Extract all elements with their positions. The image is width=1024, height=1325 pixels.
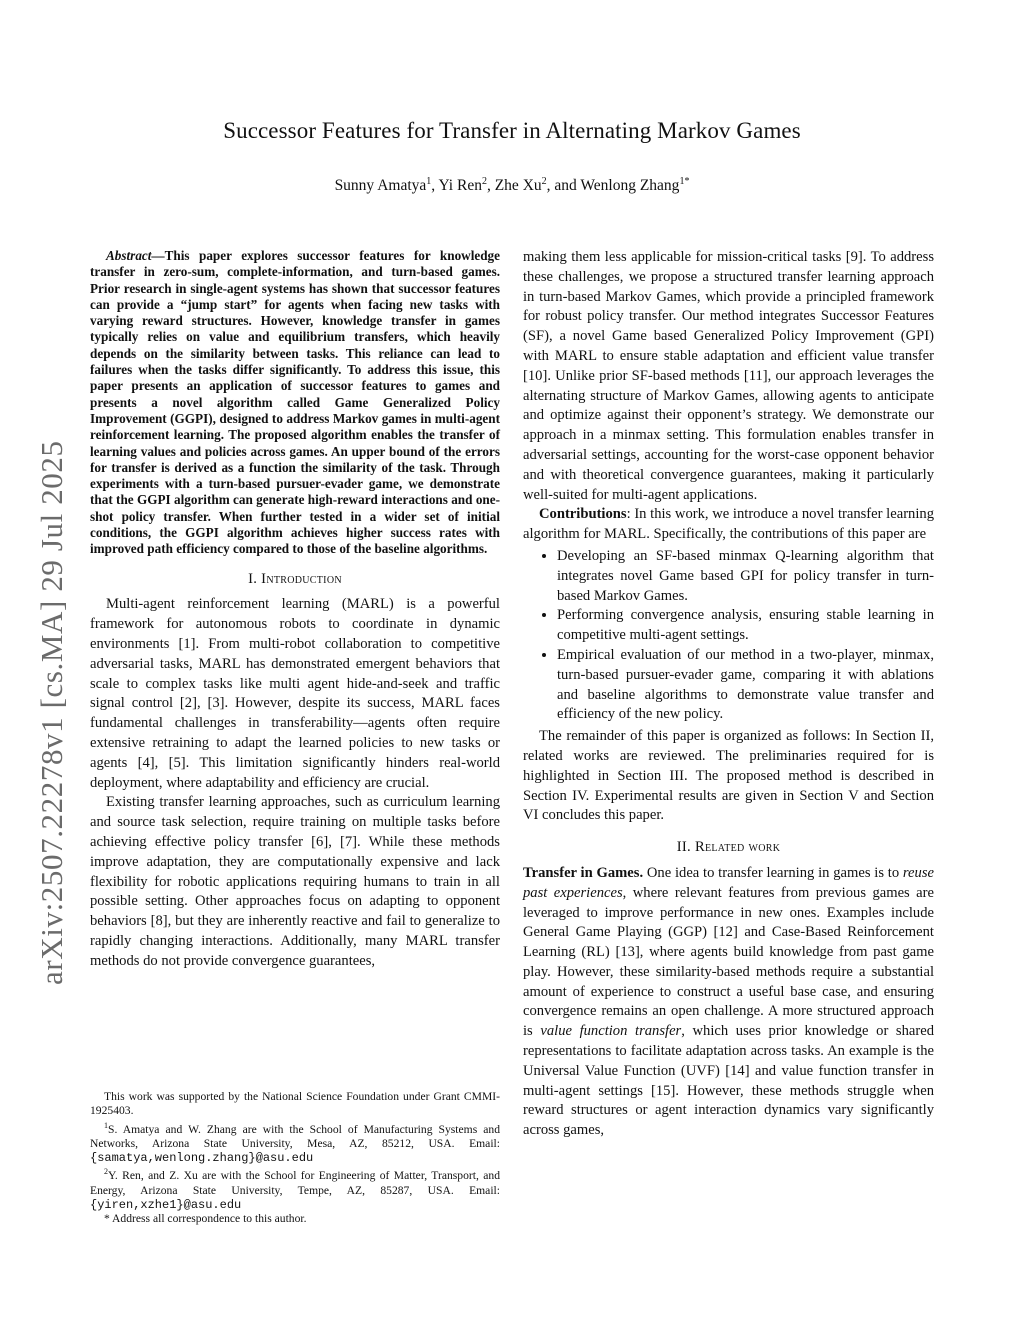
list-item: • Developing an SF-based minmax Q-learning algorithm that integrates novel Game based GPI for policy transfer in turn-based Markov Games. [557, 547, 934, 606]
section-heading-related-work: II. Related work [676, 839, 781, 856]
paragraph: Multi-agent reinforcement learning (MARL) is a powerful framework for autonomous robots to coordinate in dynamic environments [1]. From multi-robot collaboration to competitive adversarial tasks, MARL has demonstrated emergent behaviors that scale to complex tasks like multi agent hide-and-seek and traffic signal control [2], [3]. However, despite its success, MARL faces fundamental challenges in transferability—agents often require extensive retraining to adapt the learned policies to new tasks or agents [4], [5]. This limitation significantly hinders real-world deployment, where adaptability and efficiency are crucial. [90, 596, 500, 791]
affiliation-mark: 2 [481, 176, 487, 187]
email: {yiren,xzhe1}@asu.edu [90, 1197, 242, 1212]
footnotes [90, 1090, 500, 1226]
arxiv-identifier: arXiv:2507.22278v1 [cs.MA] 29 Jul 2025 [34, 440, 69, 985]
email: {samatya,wenlong.zhang}@asu.edu [90, 1151, 314, 1166]
contributions-label: Contributions [539, 506, 627, 523]
list-item: • Empirical evaluation of our method in a two-player, minmax, turn-based pursuer-evader game, comparing it with ablations and baseline algorithms to demonstrate value transfer and efficiency of the new policy. [557, 646, 934, 725]
list-item: • Performing convergence analysis, ensuring stable learning in competitive multi-agent settings. [557, 606, 934, 646]
paragraph-contributions: Contributions: In this work, we introduce a novel transfer learning algorithm for MARL. Specifically, the contributions of this paper are [523, 506, 934, 543]
abstract-text: This paper explores successor features for knowledge transfer in zero-sum, complete-information, and turn-based games. Prior research in single-agent systems has shown that successor features can provide a “jump start” for agents when facing new tasks with varying reward structures. However, knowledge transfer in games typically relies on value and equilibrium transfers, which heavily depends on the similarity between tasks. This reliance can lead to failures when the tasks differ significantly. To address this issue, this paper presents an application of successor features to games and presents a novel algorithm called Game Generalized Policy Improvement (GGPI), designed to address Markov games in multi-agent reinforcement learning. The proposed algorithm enables the transfer of learning values and policies across games. An upper bound of the errors for transfer is derived as a function the similarity of the task. Through experiments with a turn-based pursuer-evader game, we demonstrate that the GGPI algorithm can generate high-reward interactions and one-shot policy transfer. When further tested in a wider set of initial conditions, the GGPI algorithm achieves higher success rates with improved path efficiency compared to those of the baseline algorithms. [90, 248, 500, 557]
section-heading-introduction: I. Introduction [248, 570, 342, 587]
footnote-affiliation-2: $^2$Y. Ren, and Z. Xu are with the School for Engineering of Matter, Transport, and Energy, Arizona State University, Tempe, AZ, 85287, USA. Email: {yiren,xzhe1}@asu.edu [90, 1167, 500, 1212]
abstract-label: Abstract [106, 248, 152, 263]
affiliation-mark: 1* [679, 176, 690, 187]
footnote-support: This work was supported by the National Science Foundation under Grant CMMI-1925403. [90, 1090, 500, 1118]
abstract: Abstract—This paper explores successor features for knowledge transfer in zero-sum, complete-information, and turn-based games. Prior research in single-agent systems has shown that successor features can provide a “jump start” for agents when facing new tasks with varying reward structures. However, knowledge transfer in games typically relies on value and equilibrium transfers, which heavily depends on the similarity between tasks. This reliance can lead to failures when the tasks differ significantly. To address this issue, this paper presents an application of successor features to games and presents a novel algorithm called Game Generalized Policy Improvement (GGPI), designed to address Markov games in multi-agent reinforcement learning. The proposed algorithm enables the transfer of learning values and policies across games. An upper bound of the errors for transfer is derived as a function the similarity of the task. Through experiments with a turn-based pursuer-evader game, we demonstrate that the GGPI algorithm can generate high-reward interactions and one-shot policy transfer. When further tested in a wider set of initial conditions, the GGPI algorithm achieves higher success rates with improved path efficiency compared to those of the baseline algorithms. [90, 248, 500, 557]
paragraph: making them less applicable for mission-critical tasks [9]. To address these challenges, we propose a structured transfer learning approach in turn-based Markov Games, which provide a principled framework for robust policy transfer. Our method integrates Successor Features (SF), a novel Game based Generalized Policy Improvement (GPI) with MARL to ensure stable adaptation and efficient value transfer [10]. Unlike prior SF-based methods [11], our approach leverages the alternating structure of Markov Games, allowing agents to anticipate and optimize against their opponent’s strategy. We demonstrate our approach in a minmax setting. This formulation enables transfer in adversarial settings, accounting for the worst-case opponent behavior and with theoretical convergence guarantees, making it particularly well-suited for multi-agent applications. [523, 249, 934, 503]
contributions-list [523, 547, 934, 725]
paragraph: The remainder of this paper is organized as follows: In Section II, related works are reviewed. The preliminaries required for is highlighted in Section III. The proposed method is described in Section IV. Experimental results are given in Section V and Section VI concludes this paper. [523, 728, 934, 824]
left-column [90, 248, 500, 972]
affiliation-mark: 2 [541, 176, 547, 187]
paper-title: Successor Features for Transfer in Alternating Markov Games [223, 118, 801, 143]
author-name: Zhe Xu [494, 177, 542, 195]
author-name: Sunny Amatya [334, 177, 427, 195]
author-name: Wenlong Zhang [580, 177, 680, 195]
author-name: Yi Ren [438, 177, 482, 195]
affiliation-mark: 1 [426, 176, 432, 187]
paragraph-label: Transfer in Games. [523, 864, 644, 881]
footnote-affiliation-1: $^1$S. Amatya and W. Zhang are with the School of Manufacturing Systems and Networks, Arizona State University, Mesa, AZ, 85212, USA. Email: {samatya,wenlong.zhang}@asu.edu [90, 1120, 500, 1166]
footnote-correspondence: * Address all correspondence to this author. [104, 1212, 307, 1226]
paragraph-transfer-in-games: Transfer in Games. One idea to transfer learning in games is to reuse past experiences, where relevant features from previous games are leveraged to improve performance in new ones. Examples include General Game Playing (GGP) [12] and Case-Based Reinforcement Learning (RL) [13], where agents build knowledge from past game play. However, these similarity-based methods require a substantial amount of experience to construct a useful base case, and ensuring convergence remains an open challenge. A more structured approach is value function transfer, which uses prior knowledge or shared representations to facilitate adaptation across tasks. An example is the Universal Value Function (UVF) [14] and value function transfer in multi-agent settings [15]. However, these methods struggle when reward structures or agent interaction dynamics vary significantly across games, [523, 864, 934, 1139]
paragraph: Existing transfer learning approaches, such as curriculum learning and source task selection, require training on multiple tasks before achieving effective policy transfer [6], [7]. While these methods improve adaptation, they are computationally expensive and lack flexibility for robotic applications requiring humans to train in all possible setting. Other approaches focus on adapting to opponent behaviors [8], but they are inherently reactive and fail to generalize to rapidly changing interactions. Additionally, many MARL transfer methods do not provide convergence guarantees, [90, 794, 500, 969]
right-column [523, 248, 934, 1141]
author-line: Sunny Amatya$^1$, Yi Ren$^2$, Zhe Xu$^2$, and Wenlong Zhang$^{1*}$ [334, 176, 690, 195]
